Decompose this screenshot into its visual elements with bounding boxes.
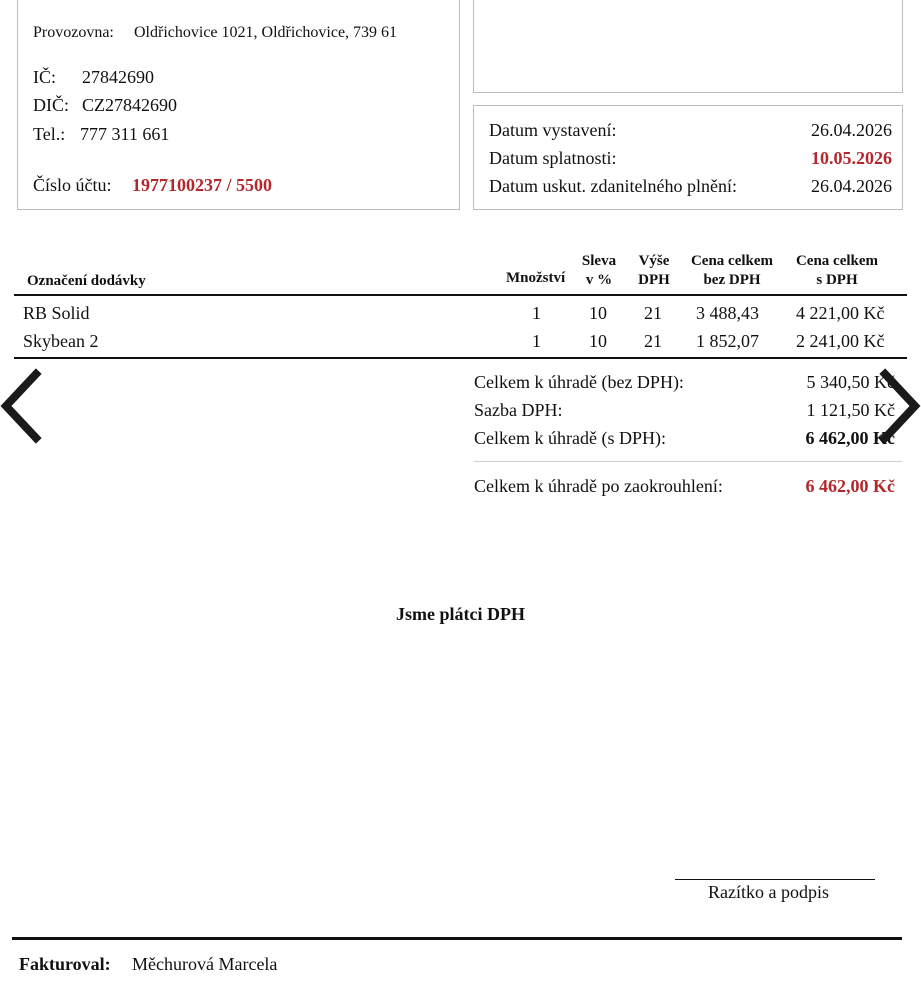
tel-label: Tel.: — [33, 124, 66, 144]
taxable-date-label: Datum uskut. zdanitelného plnění: — [489, 176, 737, 196]
footer-rule — [12, 937, 902, 940]
branch-value: Oldřichovice 1021, Oldřichovice, 739 61 — [134, 24, 398, 41]
account-number: 1977100237 / 5500 — [132, 175, 273, 195]
total-gross-label: Celkem k úhradě (s DPH): — [474, 428, 666, 448]
due-date-label: Datum splatnosti: — [489, 148, 617, 168]
table-bottom-rule — [14, 357, 907, 359]
row-1-item: RB Solid — [23, 303, 90, 323]
dic-value: CZ27842690 — [82, 95, 178, 115]
row-1-net: 3 488,43 — [696, 303, 759, 323]
ic-value: 27842690 — [82, 67, 154, 87]
col-header-discount: Sleva v % — [581, 253, 617, 288]
invoiced-by-label: Fakturoval: — [19, 954, 111, 974]
customer-box — [473, 0, 903, 93]
issued-date-value: 26.04.2026 — [811, 120, 892, 140]
row-2-net: 1 852,07 — [696, 331, 759, 351]
row-2-item: Skybean 2 — [23, 331, 99, 351]
total-gross-value: 6 462,00 Kč — [805, 428, 895, 448]
signature-line — [675, 879, 875, 880]
col-header-gross: Cena celkem s DPH — [795, 253, 879, 288]
row-1-discount: 10 — [589, 303, 607, 323]
total-vat-label: Sazba DPH: — [474, 400, 563, 420]
tel-value: 777 311 661 — [80, 124, 170, 144]
total-net-value: 5 340,50 Kč — [806, 372, 895, 392]
total-net-label: Celkem k úhradě (bez DPH): — [474, 372, 684, 392]
signature-label: Razítko a podpis — [708, 882, 829, 902]
col-header-qty: Množství — [506, 270, 566, 286]
next-page-button[interactable] — [877, 366, 921, 446]
prev-page-button[interactable] — [0, 366, 44, 446]
col-header-net: Cena celkem bez DPH — [690, 253, 774, 288]
chevron-right-icon — [877, 366, 921, 446]
vat-payer-note: Jsme plátci DPH — [396, 604, 525, 624]
branch-label: Provozovna: — [33, 24, 114, 41]
row-1-qty: 1 — [532, 303, 541, 323]
due-date-value: 10.05.2026 — [811, 148, 892, 168]
account-label: Číslo účtu: — [33, 175, 112, 195]
total-vat-value: 1 121,50 Kč — [806, 400, 895, 420]
row-2-vat: 21 — [644, 331, 662, 351]
col-header-item: Označení dodávky — [27, 273, 146, 289]
col-header-vat: Výše DPH — [638, 253, 670, 288]
totals-divider — [474, 461, 902, 462]
row-2-gross: 2 241,00 Kč — [796, 331, 885, 351]
taxable-date-value: 26.04.2026 — [811, 176, 892, 196]
total-rounded-value: 6 462,00 Kč — [805, 476, 895, 496]
invoiced-by-value: Měchurová Marcela — [132, 954, 278, 974]
total-rounded-label: Celkem k úhradě po zaokrouhlení: — [474, 476, 723, 496]
dic-label: DIČ: — [33, 95, 69, 115]
row-2-qty: 1 — [532, 331, 541, 351]
row-1-vat: 21 — [644, 303, 662, 323]
table-header-rule — [14, 294, 907, 296]
ic-label: IČ: — [33, 67, 57, 87]
row-2-discount: 10 — [589, 331, 607, 351]
issued-date-label: Datum vystavení: — [489, 120, 617, 140]
row-1-gross: 4 221,00 Kč — [796, 303, 885, 323]
chevron-left-icon — [0, 366, 44, 446]
